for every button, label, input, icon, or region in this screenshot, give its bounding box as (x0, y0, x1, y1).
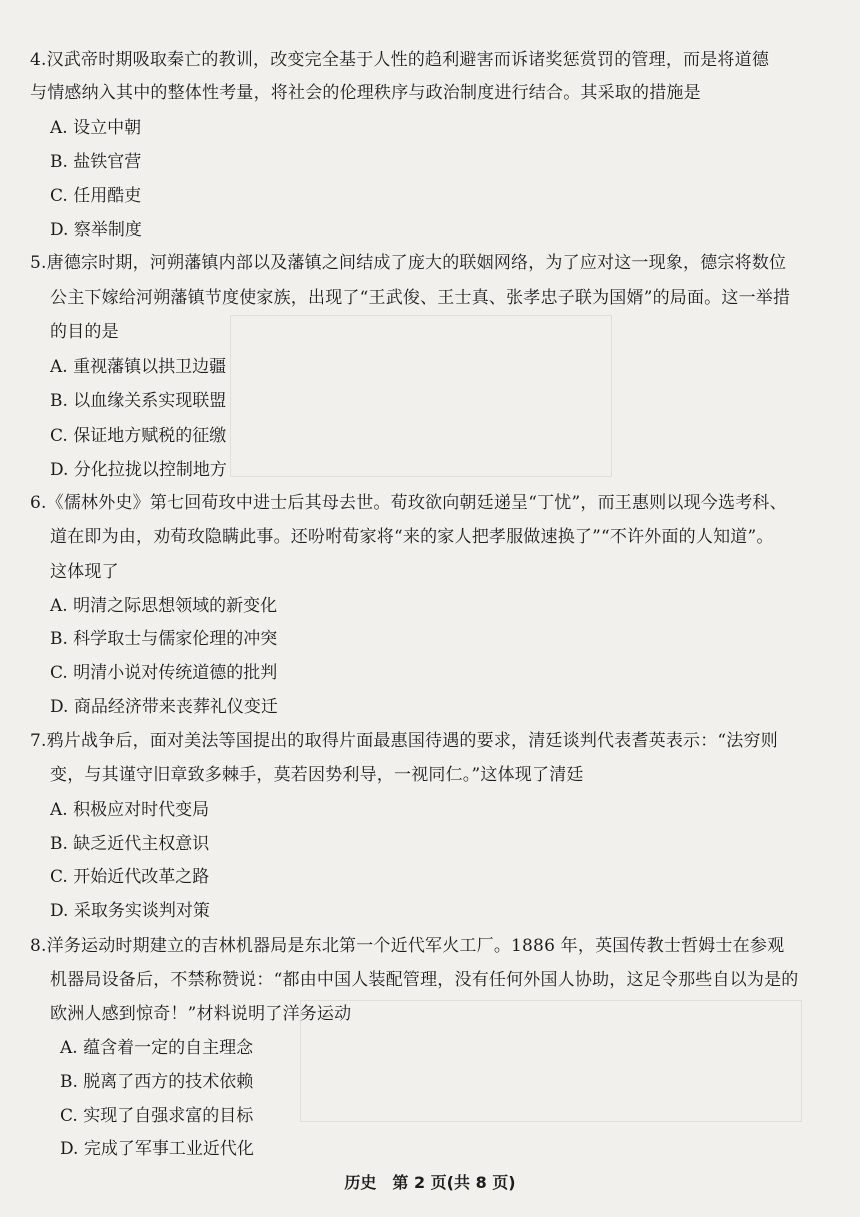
option-c[interactable]: C. 开始近代改革之路 (50, 867, 210, 887)
question-stem-line: 的目的是 (50, 322, 119, 342)
option-b[interactable]: B. 以血缘关系实现联盟 (50, 391, 227, 411)
question-stem-line: 公主下嫁给河朔藩镇节度使家族，出现了“王武俊、王士真、张孝忠子联为国婿”的局面。这一举措 (50, 288, 791, 308)
option-b[interactable]: B. 科学取士与儒家伦理的冲突 (50, 629, 278, 649)
option-d[interactable]: D. 察举制度 (50, 220, 142, 240)
option-d[interactable]: D. 采取务实谈判对策 (50, 901, 210, 921)
option-c[interactable]: C. 任用酷吏 (50, 186, 142, 206)
page-footer: 历史 第 2 页(共 8 页) (344, 1173, 516, 1192)
question-stem-line: 7.鸦片战争后，面对美法等国提出的取得片面最惠国待遇的要求，清廷谈判代表耆英表示：“法穷则 (30, 731, 778, 751)
bleed-through-box (300, 1000, 802, 1122)
option-b[interactable]: B. 盐铁官营 (50, 152, 142, 172)
option-a[interactable]: A. 蕴含着一定的自主理念 (60, 1038, 254, 1058)
question-stem-line: 道在即为由，劝荀玫隐瞒此事。还吩咐荀家将“来的家人把孝服做速换了”“不许外面的人知道”。 (50, 527, 774, 547)
option-a[interactable]: A. 积极应对时代变局 (50, 800, 210, 820)
question-stem-line: 变，与其谨守旧章致多棘手，莫若因势利导，一视同仁。”这体现了清廷 (50, 765, 584, 785)
question-stem-line: 欧洲人感到惊奇！”材料说明了洋务运动 (50, 1004, 352, 1024)
question-stem-line: 8.洋务运动时期建立的吉林机器局是东北第一个近代军火工厂。1886 年，英国传教士哲姆士在参观 (30, 936, 785, 956)
question-stem-line: 与情感纳入其中的整体性考量，将社会的伦理秩序与政治制度进行结合。其采取的措施是 (30, 83, 701, 103)
option-c[interactable]: C. 保证地方赋税的征缴 (50, 426, 227, 446)
option-a[interactable]: A. 重视藩镇以拱卫边疆 (50, 357, 227, 377)
option-b[interactable]: B. 脱离了西方的技术依赖 (60, 1072, 254, 1092)
option-d[interactable]: D. 完成了军事工业近代化 (60, 1139, 254, 1159)
question-stem-line: 6.《儒林外史》第七回荀玫中进士后其母去世。荀玫欲向朝廷递呈“丁忧”，而王惠则以现今选考科、 (30, 493, 787, 513)
option-d[interactable]: D. 商品经济带来丧葬礼仪变迁 (50, 697, 278, 717)
option-c[interactable]: C. 实现了自强求富的目标 (60, 1106, 254, 1126)
option-c[interactable]: C. 明清小说对传统道德的批判 (50, 663, 278, 683)
bleed-through-box (230, 315, 612, 477)
question-stem-line: 5.唐德宗时期，河朔藩镇内部以及藩镇之间结成了庞大的联姻网络，为了应对这一现象，德宗将数位 (30, 253, 787, 273)
question-stem-line: 4.汉武帝时期吸取秦亡的教训，改变完全基于人性的趋利避害而诉诸奖惩赏罚的管理，而是将道德 (30, 50, 770, 70)
option-a[interactable]: A. 设立中朝 (50, 118, 142, 138)
option-a[interactable]: A. 明清之际思想领域的新变化 (50, 596, 278, 616)
option-b[interactable]: B. 缺乏近代主权意识 (50, 834, 210, 854)
option-d[interactable]: D. 分化拉拢以控制地方 (50, 460, 227, 480)
question-stem-line: 这体现了 (50, 562, 119, 582)
question-stem-line: 机器局设备后，不禁称赞说：“都由中国人装配管理，没有任何外国人协助，这足令那些自以为是的 (50, 970, 799, 990)
